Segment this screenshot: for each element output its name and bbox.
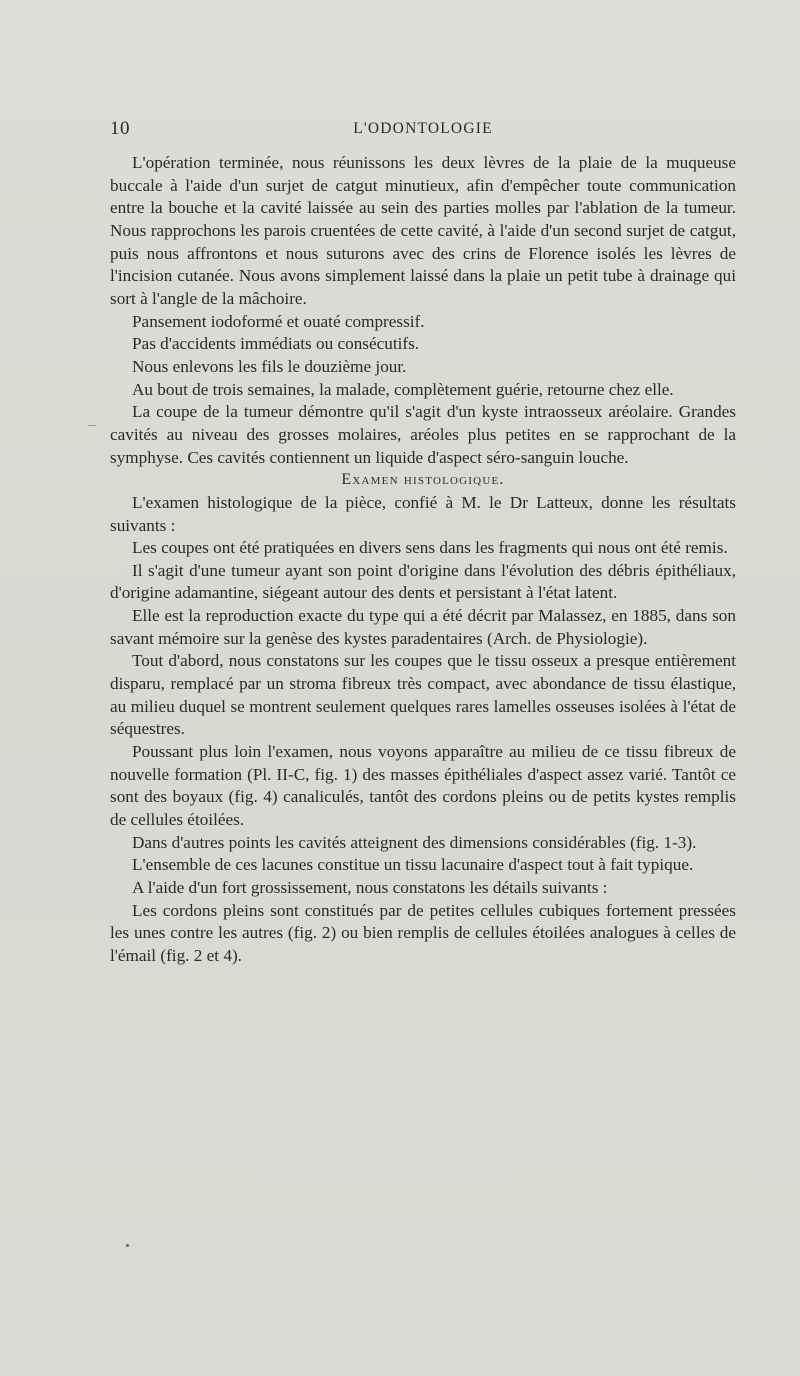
body-text — [110, 152, 736, 968]
page-number: 10 — [110, 118, 130, 139]
paragraph: Les coupes ont été pratiquées en divers sens dans les fragments qui nous ont été remis. — [132, 538, 728, 558]
paragraph: Pansement iodoformé et ouaté compressif. — [132, 311, 425, 331]
paragraph: A l'aide d'un fort grossissement, nous constatons les détails suivants : — [132, 878, 608, 897]
paragraph: L'opération terminée, nous réunissons les deux lèvres de la plaie de la muqueuse buccale à l'aide d'un surjet de catgut minutieux, afin d'empêcher toute communication entre la bouche et la cavité laissée au sein des parties molles par l'ablation de la tumeur. Nous rapprochons les parois cruentées de cette cavité, à l'aide d'un second surjet de catgut, puis nous affrontons et nous suturons avec des crins de Florence isolés les lèvres de l'incision cutanée. Nous avons simplement laissé dans la plaie un petit tube à drainage qui sort à l'angle de la mâchoire. — [110, 153, 736, 308]
paragraph: La coupe de la tumeur démontre qu'il s'agit d'un kyste intraosseux aréolaire. Grandes cavités au niveau des grosses molaires, aréoles plus petites en se rapprochant de la symphyse. Ces cavités contiennent un liquide d'aspect séro-sanguin louche. — [110, 402, 736, 467]
paragraph: L'examen histologique de la pièce, confié à M. le Dr Latteux, donne les résultats suivants : — [110, 492, 736, 535]
page-header — [110, 118, 736, 142]
paragraph: Pas d'accidents immédiats ou consécutifs. — [132, 334, 420, 354]
paragraph: L'ensemble de ces lacunes constitue un tissu lacunaire d'aspect tout à fait typique. — [132, 855, 694, 875]
paragraph: Poussant plus loin l'examen, nous voyons apparaître au milieu de ce tissu fibreux de nouvelle formation (Pl. II-C, fig. 1) des masses épithéliales d'aspect assez varié. Tantôt ce sont des boyaux (fig. 4) canaliculés, tantôt des cordons pleins ou de petits kystes remplis de cellules étoilées. — [110, 742, 736, 830]
paragraph: Il s'agit d'une tumeur ayant son point d'origine dans l'évolution des débris épithéliaux, d'origine adamantine, siégeant autour des dents et persistant à l'état latent. — [110, 560, 736, 603]
running-title: L'ODONTOLOGIE — [353, 120, 493, 137]
paragraph: Les cordons pleins sont constitués par de petites cellules cubiques fortement pressées les unes contre les autres (fig. 2) ou bien remplis de cellules étoilées analogues à celles de l'émail (fig. 2 et 4). — [110, 900, 736, 965]
paragraph: Tout d'abord, nous constatons sur les coupes que le tissu osseux a presque entièrement disparu, remplacé par un stroma fibreux très compact, avec abondance de tissu élastique, au milieu duquel se montrent seulement quelques rares lamelles osseuses isolées à l'état de séquestres. — [110, 651, 736, 739]
paragraph: Dans d'autres points les cavités atteignent des dimensions considérables (fig. 1-3). — [132, 832, 697, 852]
margin-mark — [88, 425, 96, 426]
paragraph: Elle est la reproduction exacte du type qui a été décrit par Malassez, en 1885, dans son savant mémoire sur la genèse des kystes paradentaires (Arch. de Physiologie). — [110, 606, 736, 648]
ink-speck — [126, 1244, 129, 1247]
paragraph: Au bout de trois semaines, la malade, complètement guérie, retourne chez elle. — [132, 379, 674, 399]
section-heading: Examen histologique. — [341, 471, 505, 489]
paragraph: Nous enlevons les fils le douzième jour. — [132, 356, 407, 376]
